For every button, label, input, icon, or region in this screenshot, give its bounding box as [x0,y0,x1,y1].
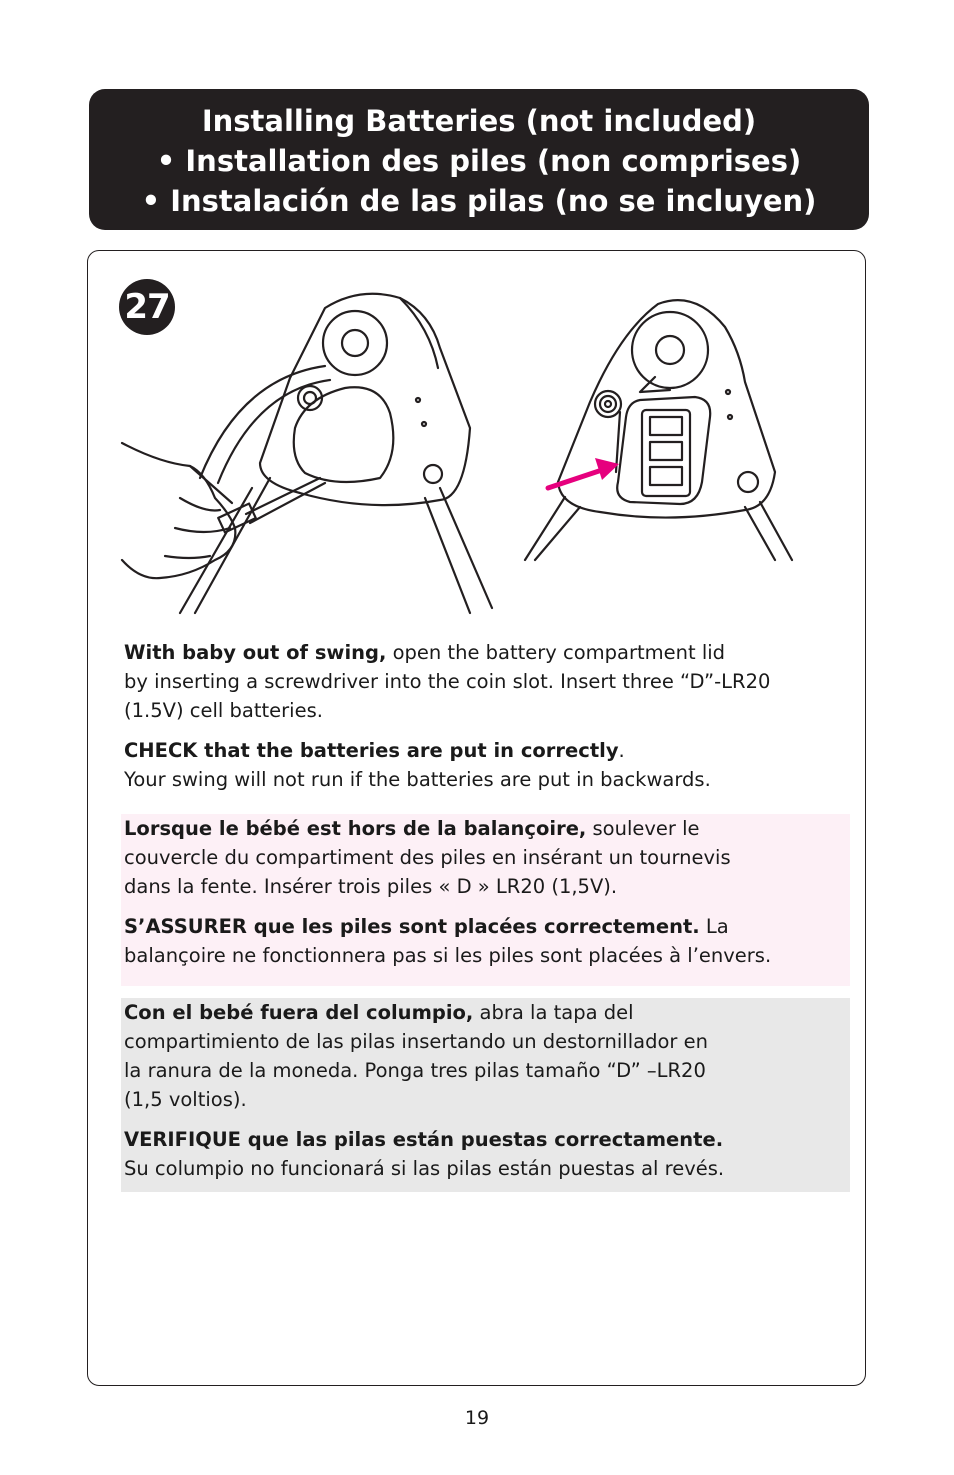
spanish-paragraph-open-lid: Con el bebé fuera del columpio, abra la tapa del compartimiento de las pilas insertando un destornillador en la ranura de la moneda. Ponga tres pilas tamaño “D” –LR20 (1,5 voltios). [124,1001,708,1111]
spanish-instructions [121,998,850,1192]
french-paragraph-open-lid: Lorsque le bébé est hors de la balançoire, soulever le couvercle du compartiment des piles en insérant un tournevis dans la fente. Insérer trois piles « D » LR20 (1,5V). [124,817,731,898]
french-paragraph-check: S’ASSURER que les piles sont placées correctement. La balançoire ne fonctionnera pas si les piles sont placées à l’envers. [124,915,772,967]
spanish-warning-bold: Con el bebé fuera del columpio, [124,1001,474,1024]
french-check-bold: S’ASSURER que les piles sont placées correctement. [124,915,700,938]
title-banner [89,89,869,230]
step-number-badge: 27 [119,279,175,335]
english-instructions [121,638,850,794]
illustration-battery-compartment [520,292,810,567]
english-paragraph-check: CHECK that the batteries are put in correctly. Your swing will not run if the batteries are put in backwards. [124,739,711,791]
english-paragraph-open-lid: With baby out of swing, open the battery compartment lid by inserting a screwdriver into the coin slot. Insert three “D”-LR20 (1.5V) cell batteries. [124,641,771,722]
title-french: • Installation des piles (non comprises) [156,143,802,178]
english-check-bold: CHECK that the batteries are put in correctly [124,739,619,762]
spanish-paragraph-check: VERIFIQUE que las pilas están puestas correctamente. Su columpio no funcionará si las pilas están puestas al revés. [124,1128,725,1180]
illustration-screwdriver-opening-lid [120,288,500,618]
english-warning-bold: With baby out of swing, [124,641,387,664]
page-number: 19 [464,1407,490,1429]
french-warning-bold: Lorsque le bébé est hors de la balançoire, [124,817,587,840]
title-english: Installing Batteries (not included) [201,103,757,138]
pointer-arrow [548,469,605,488]
title-spanish: • Instalación de las pilas (no se incluyen) [141,183,817,218]
screwdriver-hand-illustration [120,288,500,618]
spanish-check-bold: VERIFIQUE que las pilas están puestas correctamente. [124,1128,724,1151]
battery-compartment-illustration [520,292,810,567]
french-instructions [121,814,850,986]
